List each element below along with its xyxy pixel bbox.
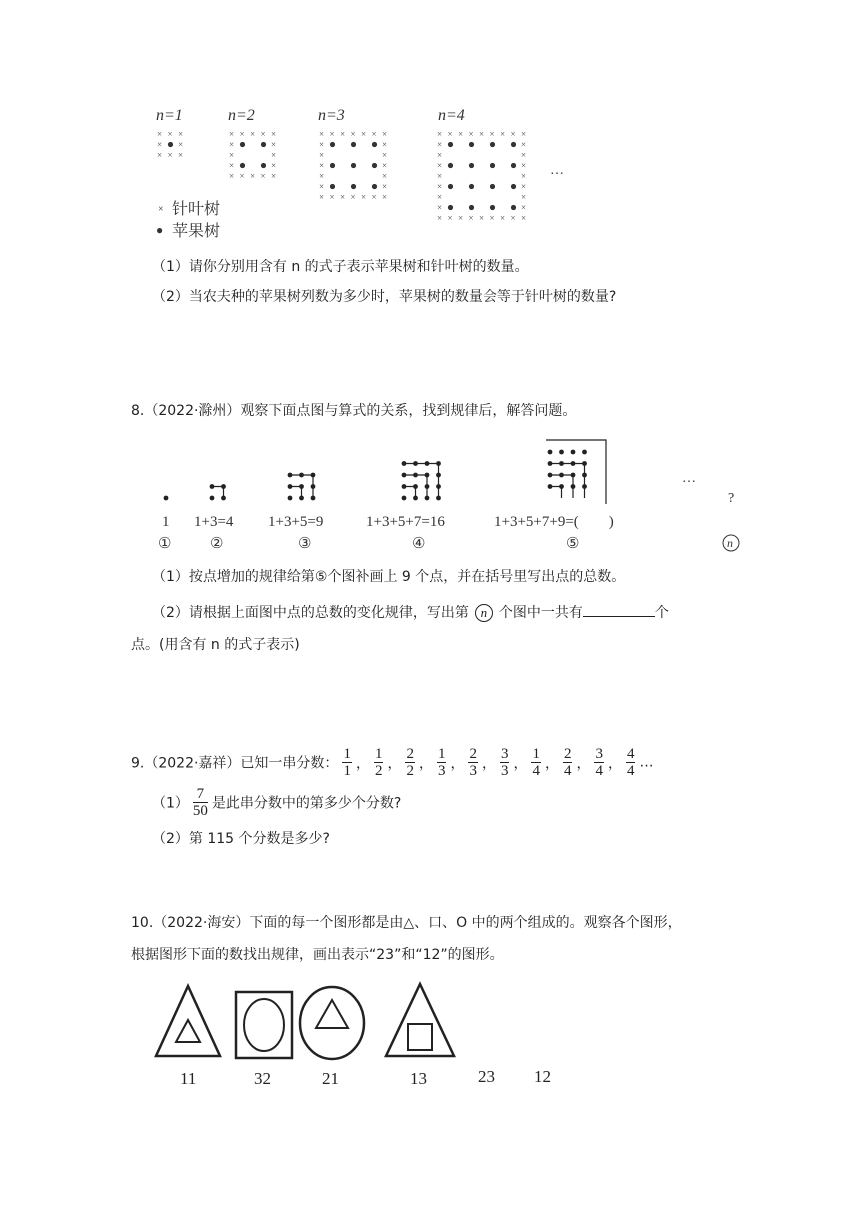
comma: ， <box>513 755 528 772</box>
apple-mark <box>469 142 474 147</box>
apple-mark <box>330 184 335 189</box>
label-n3: n=3 <box>318 107 345 124</box>
conifer-mark: × <box>437 150 443 160</box>
comma: ， <box>450 755 465 772</box>
apple-mark <box>351 163 356 168</box>
conifer-mark: × <box>489 129 495 139</box>
conifer-mark: × <box>521 150 527 160</box>
conifer-mark: × <box>271 171 277 181</box>
conifer-mark: × <box>458 129 464 139</box>
formula-1: 1 <box>162 514 170 530</box>
question-mark: ? <box>728 491 735 506</box>
conifer-mark: × <box>479 213 485 223</box>
apple-mark <box>372 184 377 189</box>
formula-5: 1+3+5+7+9=( ) <box>494 514 614 530</box>
conifer-mark: × <box>521 171 527 181</box>
legend-apple-symbol: ● <box>156 223 164 237</box>
q8-sub2-part-b: 个图中一共有 <box>498 605 583 621</box>
conifer-mark: × <box>382 139 388 150</box>
comma: ， <box>481 755 496 772</box>
dot <box>164 496 169 501</box>
legend-conifer-symbol: × <box>158 204 164 215</box>
conifer-mark: × <box>437 181 443 192</box>
conifer-mark: × <box>319 160 325 171</box>
layer-line <box>550 464 585 499</box>
dot <box>559 450 564 455</box>
conifer-mark: × <box>329 192 335 202</box>
conifer-mark: × <box>521 139 527 150</box>
label-n2: n=2 <box>228 107 255 124</box>
layer-line <box>404 464 439 499</box>
conifer-mark: × <box>447 129 453 139</box>
fraction-item: $\frac{2}{2}$ <box>406 746 414 779</box>
q8-title: 8.（2022·滁州）观察下面点图与算式的关系，找到规律后，解答问题。 <box>131 403 577 419</box>
apple-mark <box>448 205 453 210</box>
q8-sub2-part-c: 个 <box>654 605 669 621</box>
ellipsis: … <box>550 163 564 178</box>
label-1: ① <box>158 536 172 552</box>
conifer-mark: × <box>437 192 443 202</box>
q9-sub1-prefix: （1） <box>152 795 189 812</box>
conifer-mark: × <box>271 139 277 150</box>
label-n4: n=4 <box>438 107 465 124</box>
conifer-mark: × <box>319 129 325 139</box>
shape-figure <box>150 980 570 1090</box>
conifer-mark: × <box>157 139 163 150</box>
conifer-mark: × <box>157 129 163 139</box>
conifer-mark: × <box>382 171 388 181</box>
q9-title-line <box>131 746 653 779</box>
layer-line <box>550 487 562 499</box>
conifer-mark: × <box>178 150 184 160</box>
conifer-mark: × <box>458 213 464 223</box>
triangle-in-circle-icon <box>300 987 364 1059</box>
shape-label-11: 11 <box>180 1069 197 1088</box>
apple-mark <box>448 142 453 147</box>
legend-conifer-text: 针叶树 <box>172 199 221 218</box>
apple-mark <box>351 142 356 147</box>
fraction-item: $\frac{3}{3}$ <box>500 746 509 779</box>
conifer-mark: × <box>260 171 266 181</box>
conifer-mark: × <box>271 129 277 139</box>
conifer-mark: × <box>382 129 388 139</box>
apple-mark <box>490 184 495 189</box>
conifer-mark: × <box>510 213 516 223</box>
conifer-mark: × <box>437 213 443 223</box>
fraction-item: $\frac{2}{4}$ <box>563 746 572 779</box>
conifer-mark: × <box>437 171 443 181</box>
conifer-mark: × <box>468 213 474 223</box>
apple-mark <box>240 163 245 168</box>
conifer-mark: × <box>361 192 367 202</box>
fraction-item: $\frac{1}{1}$ <box>343 746 351 779</box>
conifer-mark: × <box>319 150 325 160</box>
apple-mark <box>511 163 516 168</box>
apple-mark <box>490 205 495 210</box>
comma: ， <box>544 755 559 772</box>
comma: ， <box>607 755 622 772</box>
apple-mark <box>469 184 474 189</box>
conifer-mark: × <box>178 139 184 150</box>
fraction-item: $\frac{1}{4}$ <box>532 746 540 779</box>
comma: ， <box>418 755 433 772</box>
q9-sub2: （2）第 115 个分数是多少? <box>152 831 330 847</box>
conifer-mark: × <box>271 160 277 171</box>
formula-3: 1+3+5=9 <box>268 514 324 530</box>
q9-sub1-text: 是此串分数中的第多少个分数? <box>211 795 402 812</box>
fraction-item: $\frac{3}{4}$ <box>595 746 603 779</box>
apple-mark <box>490 142 495 147</box>
label-2: ② <box>210 536 224 552</box>
apple-mark <box>511 142 516 147</box>
shape-label-32: 32 <box>254 1069 271 1088</box>
conifer-mark: × <box>371 129 377 139</box>
conifer-mark: × <box>521 192 527 202</box>
apple-mark <box>448 163 453 168</box>
triangle-in-triangle-icon <box>156 986 220 1056</box>
conifer-mark: × <box>250 171 256 181</box>
conifer-mark: × <box>329 129 335 139</box>
comma: ， <box>387 755 402 772</box>
label-n: n <box>727 536 733 550</box>
conifer-mark: × <box>382 192 388 202</box>
label-4: ④ <box>412 536 426 552</box>
fraction-item: $\frac{1}{3}$ <box>437 746 446 779</box>
conifer-mark: × <box>319 181 325 192</box>
conifer-mark: × <box>350 192 356 202</box>
layer-line <box>404 487 416 499</box>
fraction-list <box>338 746 639 779</box>
shape-label-21: 21 <box>322 1069 339 1088</box>
apple-mark <box>372 142 377 147</box>
dot <box>210 496 215 501</box>
fraction-item: $\frac{4}{4}$ <box>626 746 635 779</box>
apple-mark <box>261 142 266 147</box>
conifer-mark: × <box>521 160 527 171</box>
conifer-mark: × <box>510 129 516 139</box>
conifer-mark: × <box>521 213 527 223</box>
formula-2: 1+3=4 <box>194 514 234 530</box>
q8-sub2-part-a: （2）请根据上面图中点的总数的变化规律，写出第 <box>152 605 469 621</box>
conifer-mark: × <box>437 129 443 139</box>
legend-apple-text: 苹果树 <box>172 221 221 240</box>
apple-mark <box>261 163 266 168</box>
apple-mark <box>511 184 516 189</box>
dot <box>571 450 576 455</box>
circle-in-square-icon <box>236 992 292 1058</box>
conifer-mark: × <box>229 160 235 171</box>
conifer-mark: × <box>229 171 235 181</box>
q8-sub2-cont: 点。(用含有 n 的式子表示) <box>131 637 300 653</box>
conifer-mark: × <box>239 171 245 181</box>
shape-label-12: 12 <box>534 1067 551 1086</box>
conifer-mark: × <box>437 139 443 150</box>
conifer-mark: × <box>229 139 235 150</box>
q9-ellipsis: … <box>639 754 654 771</box>
label-5: ⑤ <box>566 536 580 552</box>
conifer-mark: × <box>319 139 325 150</box>
conifer-mark: × <box>500 129 506 139</box>
conifer-mark: × <box>382 160 388 171</box>
apple-mark <box>448 184 453 189</box>
conifer-mark: × <box>382 150 388 160</box>
conifer-mark: × <box>271 150 277 160</box>
apple-mark <box>469 163 474 168</box>
q9-title: 9.（2022·嘉祥）已知一串分数： <box>131 755 339 772</box>
conifer-mark: × <box>319 171 325 181</box>
q10-title-2: 根据图形下面的数找出规律，画出表示“23”和“12”的图形。 <box>131 947 504 963</box>
conifer-mark: × <box>521 129 527 139</box>
conifer-mark: × <box>340 129 346 139</box>
q7-sub1: （1）请你分别用含有 n 的式子表示苹果树和针叶树的数量。 <box>152 259 529 275</box>
label-3: ③ <box>298 536 312 552</box>
conifer-mark: × <box>350 129 356 139</box>
q10-title: 10.（2022·海安）下面的每一个图形都是由△、口、O 中的两个组成的。观察各个图形， <box>131 915 682 931</box>
answer-blank[interactable] <box>583 602 655 617</box>
conifer-mark: × <box>437 160 443 171</box>
conifer-mark: × <box>319 192 325 202</box>
shape-label-13: 13 <box>410 1069 427 1088</box>
dot <box>548 450 553 455</box>
dot-figure <box>150 428 750 554</box>
apple-mark <box>240 142 245 147</box>
conifer-mark: × <box>489 213 495 223</box>
dot <box>402 496 407 501</box>
comma: ， <box>576 755 591 772</box>
conifer-mark: × <box>229 150 235 160</box>
apple-mark <box>351 184 356 189</box>
q8-sub1: （1）按点增加的规律给第⑤个图补画上 9 个点，并在括号里写出点的总数。 <box>152 569 626 585</box>
dot <box>288 496 293 501</box>
conifer-mark: × <box>239 129 245 139</box>
conifer-mark: × <box>447 213 453 223</box>
conifer-mark: × <box>500 213 506 223</box>
ellipsis: … <box>682 471 696 486</box>
formula-4: 1+3+5+7=16 <box>366 514 445 530</box>
q7-sub2: （2）当农夫种的苹果树列数为多少时，苹果树的数量会等于针叶树的数量? <box>152 289 617 305</box>
conifer-mark: × <box>178 129 184 139</box>
conifer-mark: × <box>371 192 377 202</box>
conifer-mark: × <box>167 150 173 160</box>
fraction-7-50: $\frac{7}{50}$ <box>192 786 208 819</box>
circled-n-icon: n <box>475 604 493 622</box>
apple-mark <box>372 163 377 168</box>
square-in-triangle-icon <box>386 984 454 1056</box>
conifer-mark: × <box>260 129 266 139</box>
tree-figure <box>150 102 590 242</box>
comma: ， <box>355 755 370 772</box>
conifer-mark: × <box>479 129 485 139</box>
conifer-mark: × <box>229 129 235 139</box>
apple-mark <box>168 142 173 147</box>
fraction-item: $\frac{2}{3}$ <box>469 746 477 779</box>
conifer-mark: × <box>340 192 346 202</box>
q8-sub2 <box>152 602 669 622</box>
conifer-mark: × <box>521 181 527 192</box>
apple-mark <box>330 142 335 147</box>
layer-line <box>212 487 224 499</box>
layer-line <box>290 487 302 499</box>
apple-mark <box>490 163 495 168</box>
q9-sub1 <box>152 786 401 819</box>
apple-mark <box>469 205 474 210</box>
conifer-mark: × <box>167 129 173 139</box>
conifer-mark: × <box>382 181 388 192</box>
shape-label-23: 23 <box>478 1067 495 1086</box>
conifer-mark: × <box>437 202 443 213</box>
dot <box>582 450 587 455</box>
conifer-mark: × <box>521 202 527 213</box>
apple-mark <box>511 205 516 210</box>
conifer-mark: × <box>468 129 474 139</box>
conifer-mark: × <box>361 129 367 139</box>
conifer-mark: × <box>157 150 163 160</box>
fraction-item: $\frac{1}{2}$ <box>374 746 383 779</box>
empty-outer-layer <box>546 440 606 504</box>
conifer-mark: × <box>250 129 256 139</box>
apple-mark <box>330 163 335 168</box>
label-n1: n=1 <box>156 107 183 124</box>
